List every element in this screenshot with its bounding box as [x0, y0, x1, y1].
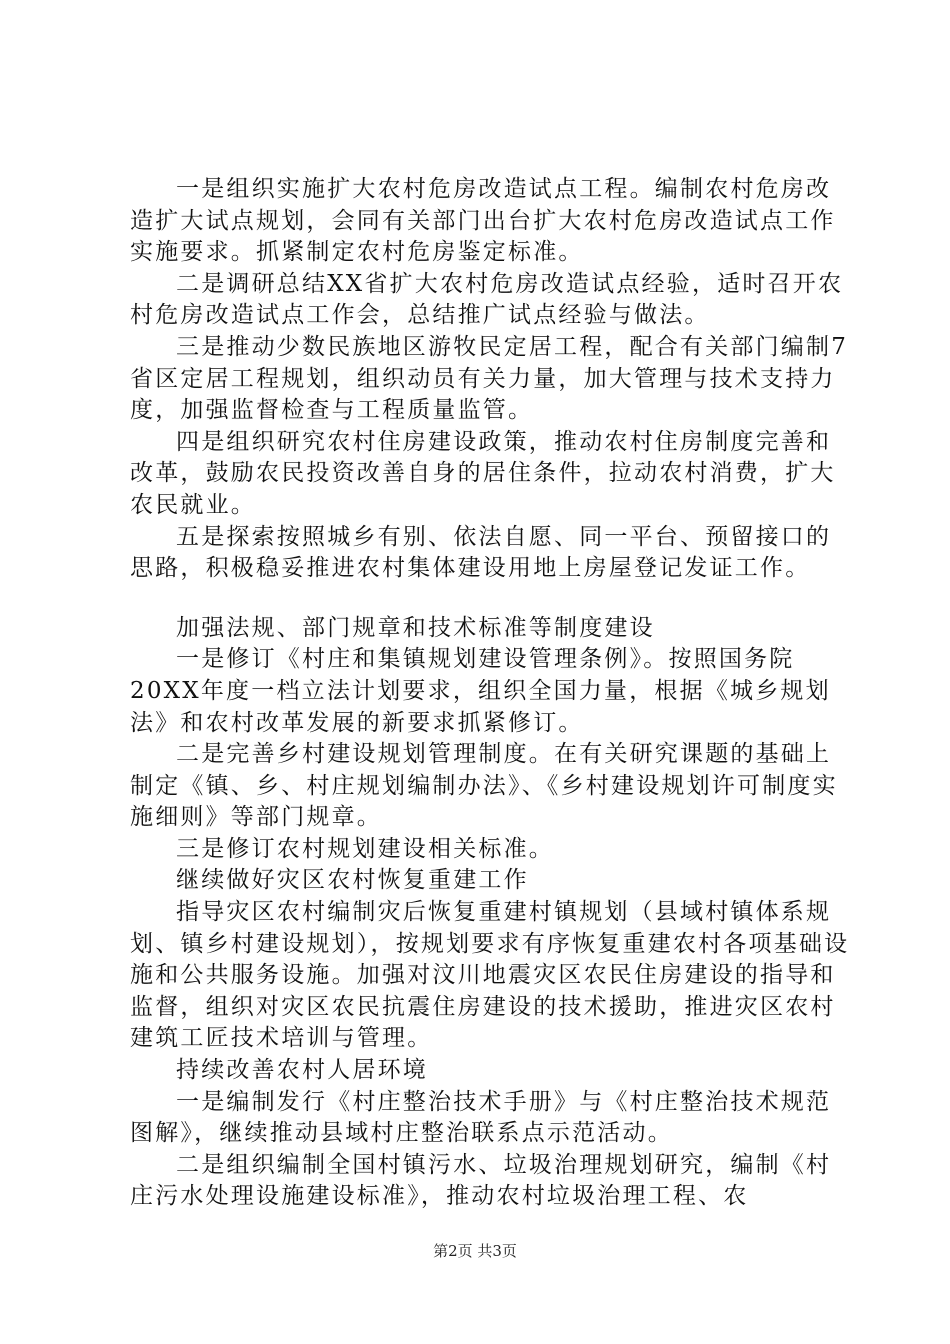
paragraph-5: 五是探索按照城乡有别、依法自愿、同一平台、预留接口的思路，积极稳妥推进农村集体建设用地上房屋登记发证工作。	[130, 523, 832, 582]
paragraph-3: 三是推动少数民族地区游牧民定居工程，配合有关部门编制7省区定居工程规划，组织动员有关力量，加大管理与技术支持力度，加强监督检查与工程质量监管。	[130, 333, 849, 424]
section-heading-regulations: 加强法规、部门规章和技术标准等制度建设	[176, 614, 655, 641]
paragraph-1: 一是组织实施扩大农村危房改造试点工程。编制农村危房改造扩大试点规划，会同有关部门出台扩大农村危房改造试点工作实施要求。抓紧制定农村危房鉴定标准。	[130, 176, 836, 266]
section-heading-environment: 持续改善农村人居环境	[176, 1057, 428, 1084]
paragraph-10: 一是编制发行《村庄整治技术手册》与《村庄整治技术规范图解》，继续推动县域村庄整治联系点示范活动。	[130, 1088, 832, 1147]
section-heading-reconstruction: 继续做好灾区农村恢复重建工作	[176, 867, 529, 894]
paragraph-7: 二是完善乡村建设规划管理制度。在有关研究课题的基础上制定《镇、乡、村庄规划编制办法》、《乡村建设规划许可制度实施细则》等部门规章。	[130, 741, 838, 831]
page-number-footer: 第2页 共3页	[433, 1242, 517, 1260]
document-body	[130, 174, 850, 1213]
paragraph-6: 一是修订《村庄和集镇规划建设管理条例》。按照国务院20XX年度一档立法计划要求，组织全国力量，根据《城乡规划法》和农村改革发展的新要求抓紧修订。	[130, 646, 831, 736]
paragraph-8: 三是修订农村规划建设相关标准。	[176, 835, 554, 862]
paragraph-2: 二是调研总结XX省扩大农村危房改造试点经验，适时召开农村危房改造试点工作会，总结推广试点经验与做法。	[130, 270, 844, 329]
paragraph-11: 二是组织编制全国村镇污水、垃圾治理规划研究，编制《村庄污水处理设施建设标准》，推动农村垃圾治理工程、农	[130, 1151, 832, 1210]
paragraph-9: 指导灾区农村编制灾后恢复重建村镇规划（县域村镇体系规划、镇乡村建设规划），按规划要求有序恢复重建农村各项基础设施和公共服务设施。加强对汶川地震灾区农民住房建设的指导和监督，组织对灾区农民抗震住房建设的技术援助，推进灾区农村建筑工匠技术培训与管理。	[130, 899, 850, 1052]
paragraph-4: 四是组织研究农村住房建设政策，推动农村住房制度完善和改革，鼓励农民投资改善自身的居住条件，拉动农村消费，扩大农民就业。	[130, 428, 836, 518]
